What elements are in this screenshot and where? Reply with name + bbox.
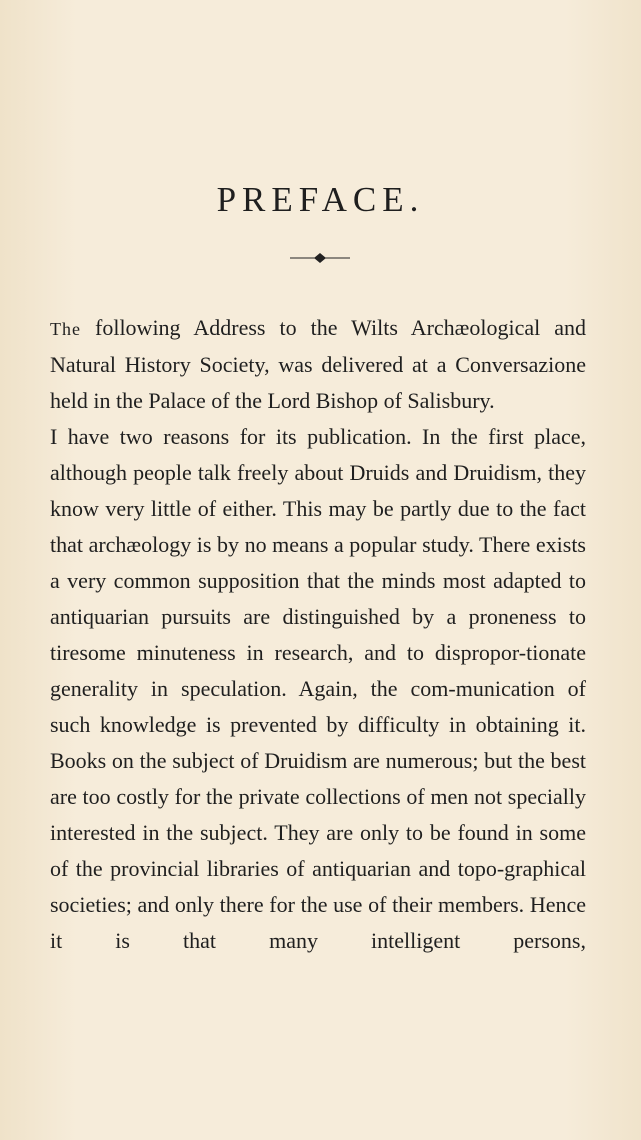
preface-body	[50, 310, 586, 959]
paragraph-1-lead-word: The	[50, 319, 81, 339]
page-title: PREFACE.	[216, 180, 425, 219]
paragraph-2: I have two reasons for its publication. In the first place, although people talk freely about Druids and Druidism, they know very little of either. This may be partly due to the fact that archæology is by no means a popular study. There exists a very common supposition that the minds most adapted to antiquarian pursuits are distinguished by a proneness to tiresome minuteness in research, and to dispropor-tionate generality in speculation. Again, the com-munication of such knowledge is prevented by difficulty in obtaining it. Books on the subject of Druidism are numerous; but the best are too costly for the private collections of men not specially interested in the subject. They are only to be found in some of the provincial libraries of antiquarian and topo-graphical societies; and only there for the use of their members. Hence it is that many intelligent persons,	[50, 424, 586, 953]
paragraph-1	[50, 310, 586, 419]
paragraph-1-text: following Address to the Wilts Archæological and Natural History Society, was delivered at a Conversazione held in the Palace of the Lord Bishop of Salisbury.	[50, 315, 586, 413]
diamond-rule-ornament-icon	[290, 252, 350, 264]
